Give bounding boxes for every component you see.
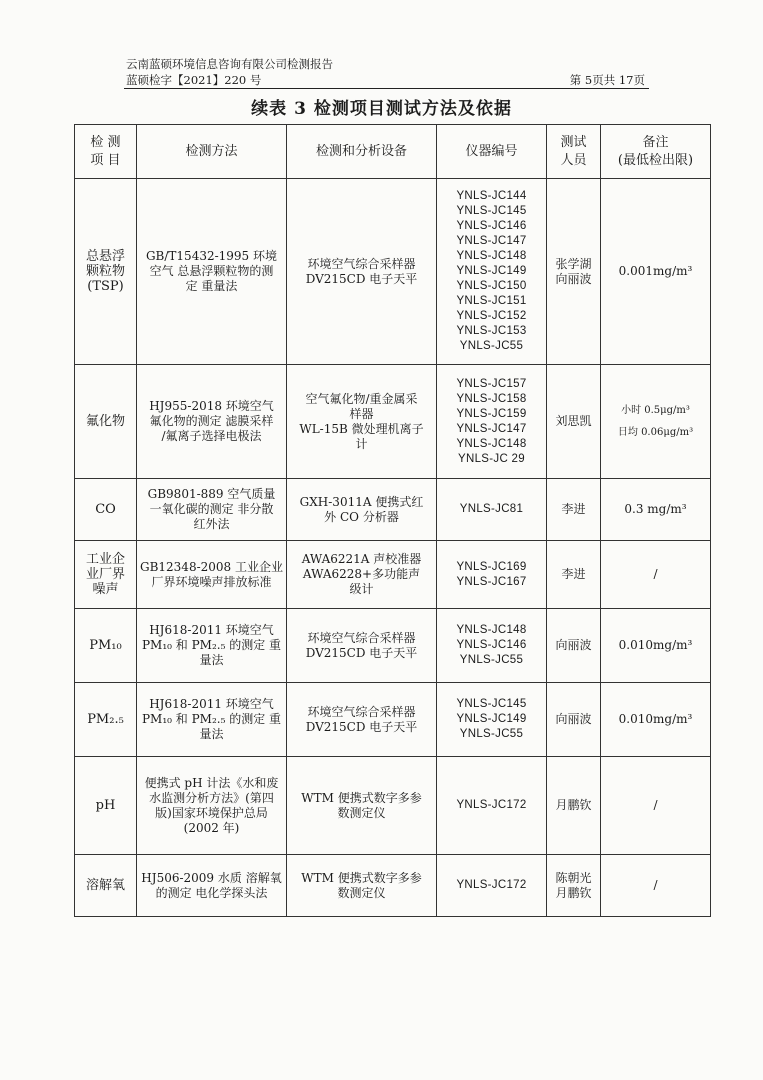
equipment-cell-line: GXH-3011A 便携式红 xyxy=(299,494,424,509)
equipment-cell-line: 环境空气综合采样器 xyxy=(307,256,416,271)
header-divider xyxy=(124,88,649,89)
equipment-cell-line: 空气氟化物/重金属采 xyxy=(305,391,418,406)
item-cell-line: pH xyxy=(95,798,116,813)
table-row xyxy=(75,365,711,479)
method-cell-line: 定 重量法 xyxy=(185,279,238,293)
instrument-cell-line: YNLS-JC152 xyxy=(456,310,527,322)
method-cell-line: HJ506-2009 水质 溶解氧 xyxy=(141,870,282,885)
item-cell xyxy=(75,541,137,609)
table-row xyxy=(75,855,711,917)
method-cell-line: GB9801-889 空气质量 xyxy=(147,487,276,501)
instrument-cell-line: YNLS-JC 29 xyxy=(458,452,525,465)
col-header-instrument: 仪器编号 xyxy=(437,125,547,179)
instrument-cell-line: YNLS-JC157 xyxy=(456,377,527,390)
instrument-cell-line: YNLS-JC145 xyxy=(456,205,527,217)
limit-cell xyxy=(601,365,711,479)
item-cell-line: 溶解氧 xyxy=(85,878,125,893)
staff-cell-line: 向丽波 xyxy=(555,638,592,652)
instrument-cell-line: YNLS-JC146 xyxy=(456,220,527,232)
table-row xyxy=(75,179,711,365)
staff-cell xyxy=(547,855,601,917)
instrument-cell xyxy=(437,683,547,757)
equipment-cell-line: WTM 便携式数字多参 xyxy=(301,790,422,805)
header-text: 人员 xyxy=(560,152,587,168)
staff-cell xyxy=(547,541,601,609)
limit-cell: 0.001mg/m³ xyxy=(601,179,711,365)
limit-cell: 0.3 mg/m³ xyxy=(601,479,711,541)
header-text: 项 目 xyxy=(90,152,121,168)
instrument-cell-line: YNLS-JC159 xyxy=(456,407,527,420)
item-cell xyxy=(75,179,137,365)
method-cell-line: (2002 年) xyxy=(183,820,240,835)
col-header-equipment: 检测和分析设备 xyxy=(287,125,437,179)
method-cell xyxy=(137,479,287,541)
equipment-cell-line: 样器 xyxy=(349,406,374,421)
instrument-cell xyxy=(437,609,547,683)
item-cell xyxy=(75,855,137,917)
table-header-row xyxy=(75,125,711,179)
method-cell-line: 空气 总悬浮颗粒物的测 xyxy=(149,264,274,278)
item-cell-line: CO xyxy=(95,502,116,517)
table-row xyxy=(75,757,711,855)
instrument-cell-line: YNLS-JC81 xyxy=(459,503,524,515)
header-text: 检 测 xyxy=(90,134,121,150)
instrument-cell-line: YNLS-JC55 xyxy=(459,340,524,352)
equipment-cell-line: DV215CD 电子天平 xyxy=(305,719,418,734)
method-cell xyxy=(137,179,287,365)
item-cell-line: 颗粒物 xyxy=(85,264,125,279)
item-cell-line: (TSP) xyxy=(87,279,124,294)
equipment-cell-line: AWA6221A 声校准器 xyxy=(301,552,422,566)
instrument-cell-line: YNLS-JC149 xyxy=(456,713,527,725)
instrument-cell-line: YNLS-JC172 xyxy=(456,879,527,891)
instrument-cell-line: YNLS-JC153 xyxy=(456,325,527,337)
equipment-cell-line: WL-15B 微处理机离子 xyxy=(299,421,424,436)
header-text: 测试 xyxy=(560,134,587,150)
method-cell-line: 厂界环境噪声排放标准 xyxy=(151,574,272,589)
staff-cell xyxy=(547,757,601,855)
table-row xyxy=(75,609,711,683)
col-header-staff xyxy=(547,125,601,179)
item-cell-line: 业厂界 xyxy=(85,567,125,582)
staff-cell-line: 月鹏钦 xyxy=(555,798,592,812)
instrument-cell-line: YNLS-JC148 xyxy=(456,250,527,262)
report-number: 蓝硕检字【2021】220 号 xyxy=(126,73,262,87)
header-text: 备注 xyxy=(642,134,669,150)
instrument-cell-line: YNLS-JC149 xyxy=(456,265,527,277)
equipment-cell xyxy=(287,609,437,683)
method-cell xyxy=(137,757,287,855)
instrument-cell-line: YNLS-JC150 xyxy=(456,280,527,292)
item-cell xyxy=(75,683,137,757)
equipment-cell xyxy=(287,365,437,479)
instrument-cell xyxy=(437,855,547,917)
item-cell-line: 总悬浮 xyxy=(85,249,125,264)
method-cell-line: /氟离子选择电极法 xyxy=(161,429,262,443)
item-cell xyxy=(75,365,137,479)
method-cell-line: PM₁₀ 和 PM₂.₅ 的测定 重 xyxy=(141,712,282,726)
instrument-cell-line: YNLS-JC144 xyxy=(456,190,527,202)
report-header xyxy=(126,56,333,88)
instrument-cell-line: YNLS-JC172 xyxy=(456,799,527,811)
header-text: (最低检出限) xyxy=(617,152,694,168)
staff-cell-line: 陈朝光 xyxy=(555,870,592,885)
equipment-cell-line: DV215CD 电子天平 xyxy=(305,645,418,660)
method-cell xyxy=(137,365,287,479)
equipment-cell-line: 环境空气综合采样器 xyxy=(307,630,416,645)
method-cell-line: PM₁₀ 和 PM₂.₅ 的测定 重 xyxy=(141,638,282,652)
method-cell-line: HJ618-2011 环境空气 xyxy=(149,623,274,637)
instrument-cell-line: YNLS-JC55 xyxy=(459,654,524,666)
equipment-cell-line: 级计 xyxy=(349,582,374,596)
item-cell-line: 氟化物 xyxy=(85,414,125,429)
method-cell-line: GB/T15432-1995 环境 xyxy=(145,249,278,263)
equipment-cell-line: 数测定仪 xyxy=(337,885,386,900)
limit-cell: / xyxy=(601,855,711,917)
instrument-cell-line: YNLS-JC147 xyxy=(456,235,527,247)
item-cell-line: PM₁₀ xyxy=(89,638,122,653)
method-cell-line: 量法 xyxy=(199,653,224,667)
method-cell-line: 的测定 电化学探头法 xyxy=(155,885,268,900)
item-cell xyxy=(75,757,137,855)
limit-cell: / xyxy=(601,757,711,855)
staff-cell-line: 李进 xyxy=(561,502,586,516)
method-cell-line: 水监测分析方法》(第四 xyxy=(149,790,274,805)
method-cell-line: 便携式 pH 计法《水和废 xyxy=(144,775,279,790)
equipment-cell-line: AWA6228+多功能声 xyxy=(302,567,421,581)
equipment-cell-line: 数测定仪 xyxy=(337,805,386,820)
instrument-cell-line: YNLS-JC146 xyxy=(456,639,527,651)
table-row xyxy=(75,479,711,541)
instrument-cell-line: YNLS-JC167 xyxy=(456,575,527,588)
method-cell-line: HJ955-2018 环境空气 xyxy=(149,399,274,413)
method-cell-line: GB12348-2008 工业企业 xyxy=(140,559,283,574)
staff-cell-line: 李进 xyxy=(561,567,586,581)
equipment-cell-line: 外 CO 分析器 xyxy=(324,509,399,524)
page-indicator: 第 5页共 17页 xyxy=(569,73,645,87)
instrument-cell xyxy=(437,365,547,479)
method-cell xyxy=(137,609,287,683)
equipment-cell xyxy=(287,855,437,917)
table-row xyxy=(75,683,711,757)
instrument-cell-line: YNLS-JC55 xyxy=(459,728,524,740)
staff-cell xyxy=(547,609,601,683)
instrument-cell-line: YNLS-JC169 xyxy=(456,560,527,573)
instrument-cell xyxy=(437,179,547,365)
staff-cell-line: 向丽波 xyxy=(555,271,592,286)
col-header-item xyxy=(75,125,137,179)
equipment-cell-line: DV215CD 电子天平 xyxy=(305,271,418,286)
equipment-cell-line: 环境空气综合采样器 xyxy=(307,704,416,719)
limit-cell: / xyxy=(601,541,711,609)
limit-cell: 0.010mg/m³ xyxy=(601,683,711,757)
item-cell xyxy=(75,479,137,541)
methods-table xyxy=(74,124,711,917)
table-row xyxy=(75,541,711,609)
method-cell-line: 版)国家环境保护总局 xyxy=(155,805,268,820)
method-cell-line: HJ618-2011 环境空气 xyxy=(149,697,274,711)
table-title: 续表 3 检测项目测试方法及依据 xyxy=(251,99,512,119)
equipment-cell-line: WTM 便携式数字多参 xyxy=(301,870,422,885)
method-cell-line: 一氧化碳的测定 非分散 xyxy=(149,502,274,516)
equipment-cell xyxy=(287,683,437,757)
staff-cell xyxy=(547,179,601,365)
instrument-cell-line: YNLS-JC148 xyxy=(456,437,527,450)
method-cell xyxy=(137,855,287,917)
staff-cell-line: 向丽波 xyxy=(555,712,592,726)
equipment-cell xyxy=(287,757,437,855)
method-cell-line: 红外法 xyxy=(193,517,230,531)
staff-cell-line: 刘思凯 xyxy=(555,414,592,428)
instrument-cell-line: YNLS-JC145 xyxy=(456,698,527,710)
equipment-cell xyxy=(287,479,437,541)
instrument-cell xyxy=(437,479,547,541)
method-cell xyxy=(137,541,287,609)
item-cell xyxy=(75,609,137,683)
equipment-cell xyxy=(287,179,437,365)
equipment-cell-line: 计 xyxy=(355,436,368,451)
item-cell-line: PM₂.₅ xyxy=(87,712,124,727)
equipment-cell xyxy=(287,541,437,609)
company-name: 云南蓝硕环境信息咨询有限公司检测报告 xyxy=(126,57,333,71)
staff-cell xyxy=(547,479,601,541)
instrument-cell-line: YNLS-JC151 xyxy=(456,295,527,307)
instrument-cell-line: YNLS-JC148 xyxy=(456,624,527,636)
item-cell-line: 噪声 xyxy=(92,582,119,597)
staff-cell-line: 月鹏钦 xyxy=(555,885,592,900)
instrument-cell xyxy=(437,541,547,609)
instrument-cell xyxy=(437,757,547,855)
method-cell-line: 氟化物的测定 滤膜采样 xyxy=(149,414,274,428)
instrument-cell-line: YNLS-JC147 xyxy=(456,422,527,435)
limit-cell-line: 日均 0.06μg/m³ xyxy=(617,426,694,438)
limit-cell: 0.010mg/m³ xyxy=(601,609,711,683)
staff-cell xyxy=(547,683,601,757)
limit-cell-line: 小时 0.5μg/m³ xyxy=(621,404,690,416)
method-cell-line: 量法 xyxy=(199,727,224,741)
item-cell-line: 工业企 xyxy=(85,552,125,567)
col-header-remark xyxy=(601,125,711,179)
method-cell xyxy=(137,683,287,757)
instrument-cell-line: YNLS-JC158 xyxy=(456,392,527,405)
col-header-method: 检测方法 xyxy=(137,125,287,179)
staff-cell xyxy=(547,365,601,479)
staff-cell-line: 张学湖 xyxy=(555,256,592,271)
